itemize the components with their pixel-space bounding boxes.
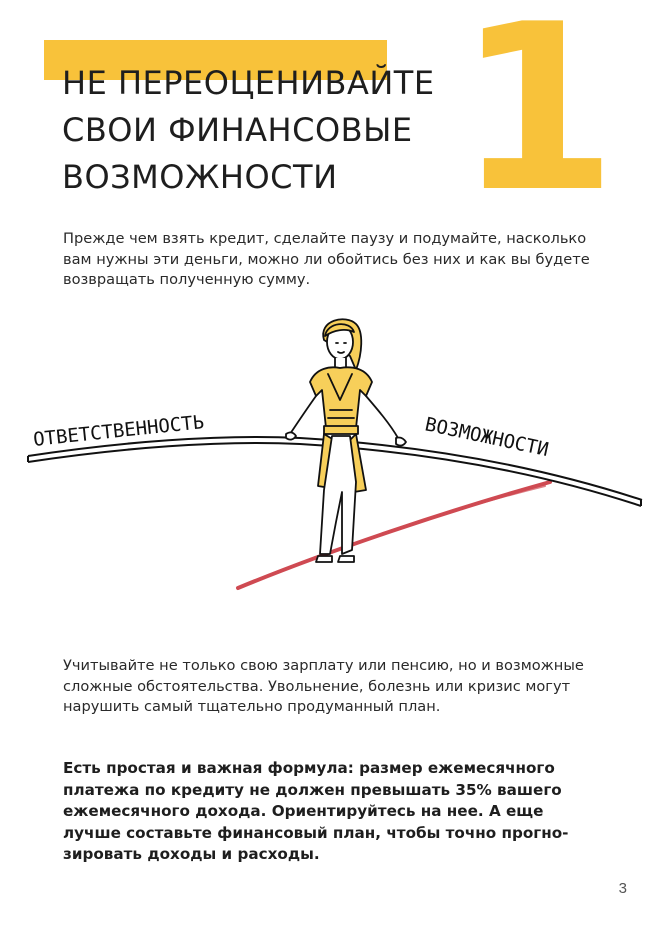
- label-responsibility: ОТВЕТСТВЕННОСТЬ: [32, 411, 206, 451]
- formula-paragraph: [63, 758, 603, 866]
- intro-paragraph: [63, 229, 603, 291]
- title-line: НЕ ПЕРЕОЦЕНИВАЙТЕ: [62, 64, 435, 102]
- formula-line: платежа по кредиту не должен превышать 35% вашего: [63, 780, 562, 799]
- formula-line: лучше составьте финансовый план, чтобы точно прогно-: [63, 823, 569, 842]
- intro-line: Прежде чем взять кредит, сделайте паузу и подумайте, насколько: [63, 230, 587, 247]
- formula-line: зировать доходы и расходы.: [63, 845, 320, 863]
- note-paragraph: [63, 656, 603, 718]
- label-opportunities: ВОЗМОЖНОСТИ: [422, 413, 551, 462]
- intro-line: возвращать полученную сумму.: [63, 271, 311, 288]
- intro-line: вам нужны эти деньги, можно ли обойтись без них и как вы будете: [63, 250, 590, 268]
- formula-line: ежемесячного дохода. Ориентируйтесь на нее. А еще: [63, 802, 544, 820]
- page-title: [62, 60, 452, 201]
- red-line: [238, 482, 550, 588]
- note-line: нарушить самый тщательно продуманный план.: [63, 698, 441, 715]
- tightrope-illustration: [0, 310, 657, 610]
- page-number: 3: [618, 880, 627, 897]
- title-line: ВОЗМОЖНОСТИ: [62, 158, 338, 196]
- section-number: 1: [456, 0, 608, 243]
- title-line: СВОИ ФИНАНСОВЫЕ: [62, 111, 413, 149]
- tightrope-walker: [286, 319, 406, 562]
- formula-line: Есть простая и важная формула: размер ежемесячного: [63, 759, 555, 777]
- note-line: сложные обстоятельства. Увольнение, болезнь или кризис могут: [63, 677, 571, 695]
- note-line: Учитывайте не только свою зарплату или пенсию, но и возможные: [63, 657, 584, 674]
